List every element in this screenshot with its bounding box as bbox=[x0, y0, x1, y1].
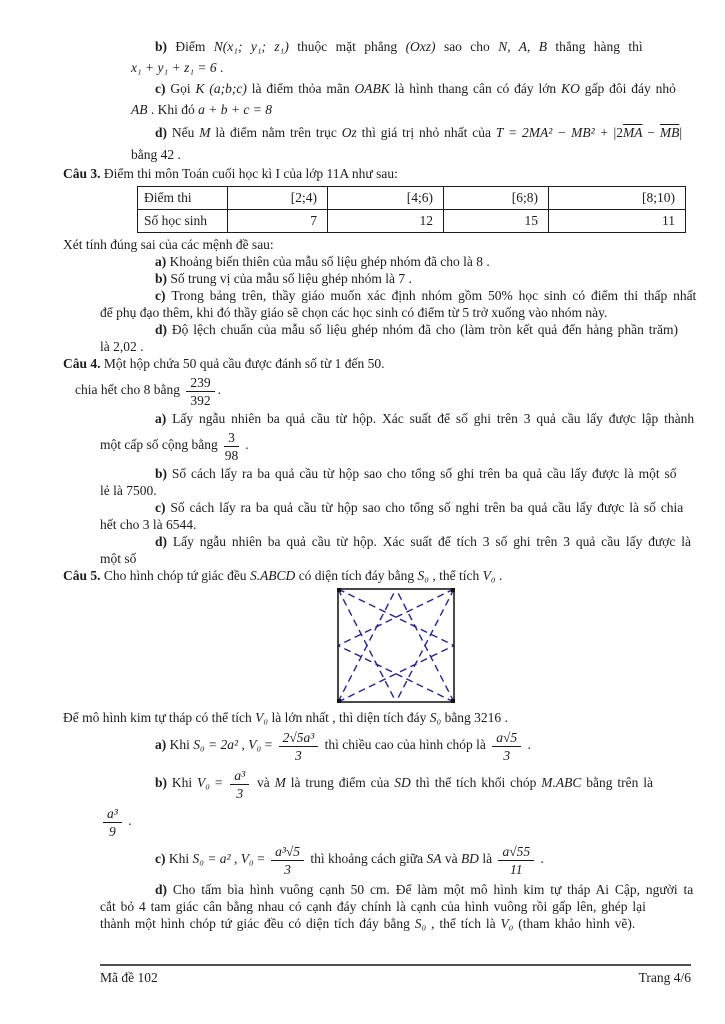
text-segment: d) bbox=[155, 882, 173, 897]
content-blocks-mid bbox=[63, 236, 697, 584]
text-segment: AB bbox=[131, 102, 148, 117]
text-segment: thì thể tích khối chóp bbox=[410, 775, 542, 791]
text-segment: Lấy ngẫu nhiên ba quả cầu từ hộp. Xác suất để tích 3 số ghi trên 3 quả cầu lấy được là bbox=[172, 534, 692, 549]
text-segment: c) bbox=[155, 500, 171, 515]
text-segment: BD bbox=[460, 851, 479, 867]
text-segment: S₀ bbox=[414, 916, 427, 931]
text-segment: c) bbox=[155, 851, 169, 867]
text-segment: là bbox=[478, 851, 496, 867]
text-segment: , bbox=[230, 851, 241, 867]
text-segment: Câu 4. bbox=[63, 356, 101, 371]
text-segment: = bbox=[253, 851, 269, 867]
text-segment: là điểm thỏa mãn bbox=[246, 81, 355, 96]
text-segment: − bbox=[642, 125, 660, 140]
text-segment: = bbox=[261, 737, 276, 753]
text-segment: thì khoảng cách giữa bbox=[307, 851, 427, 867]
table-cell-count-2: 12 bbox=[328, 210, 444, 233]
text-segment: cắt bỏ 4 tam giác cân bằng nhau có cạnh đáy chính là cạnh của hình vuông rồi gấp lên, ghép lại bbox=[100, 899, 646, 914]
q4-carryover bbox=[75, 374, 690, 408]
text-segment: V₀ bbox=[197, 775, 210, 791]
text-segment: Khoảng biến thiên của mẫu số liệu ghép nhóm đã cho là 8 . bbox=[169, 254, 490, 269]
text-segment: x₁ + y₁ + z₁ = 6 bbox=[131, 60, 217, 75]
q4-item-c-line2 bbox=[100, 516, 690, 533]
q3-item-d-line2 bbox=[100, 338, 690, 355]
text-segment: Khi bbox=[169, 737, 194, 753]
fraction: $\frac{3}{98}$ bbox=[224, 430, 239, 463]
text-segment: thuộc mặt phẳng bbox=[288, 39, 406, 54]
text-segment: Số trung vị của mẫu số liệu ghép nhóm là 7 . bbox=[170, 271, 412, 286]
text-segment: V₀ bbox=[248, 737, 262, 753]
text-segment: có diện tích đáy bằng bbox=[295, 568, 418, 583]
q4-item-d-line1 bbox=[155, 533, 690, 550]
text-segment: bằng 42 . bbox=[131, 147, 181, 162]
q5-item-d-line1 bbox=[155, 881, 694, 898]
text-segment: c) bbox=[155, 288, 172, 303]
pyramid-net-svg bbox=[337, 588, 455, 703]
text-segment: S₀ = 2a² bbox=[193, 737, 239, 753]
text-segment: (tham khảo hình vẽ). bbox=[513, 916, 636, 931]
text-segment: M bbox=[199, 125, 211, 140]
text-segment: là 2,02 . bbox=[100, 339, 144, 354]
table-cell-interval-4: [8;10) bbox=[549, 187, 686, 210]
content-blocks-top bbox=[63, 38, 690, 182]
text-segment: bằng 3216 . bbox=[441, 710, 508, 725]
q4-item-a-line1 bbox=[155, 410, 695, 427]
fraction: $\frac{\text{2√5a³}}{3}$ bbox=[279, 729, 319, 763]
text-segment: . bbox=[495, 568, 503, 583]
text-segment: Một hộp chứa 50 quả cầu được đánh số từ 1 đến 50. bbox=[100, 356, 385, 371]
text-segment: V₀ bbox=[255, 710, 269, 725]
text-segment: Nếu bbox=[171, 125, 200, 140]
text-segment: . bbox=[124, 813, 132, 829]
text-segment: M bbox=[274, 775, 286, 791]
table-cell-count-3: 15 bbox=[444, 210, 549, 233]
text-segment: là điểm nằm trên trục bbox=[210, 125, 342, 140]
table-header-diem-thi: Điểm thi bbox=[138, 187, 228, 210]
text-segment: |2 bbox=[613, 125, 623, 140]
text-segment: = bbox=[209, 775, 228, 791]
text-segment: OABK bbox=[354, 81, 390, 96]
text-segment: Trong bảng trên, thầy giáo muốn xác định nhóm gồm 50% học sinh có điểm thi thấp nhất bbox=[171, 288, 697, 303]
q5-title bbox=[63, 567, 690, 584]
q4-item-c-line1 bbox=[155, 499, 690, 516]
text-segment: V₀ bbox=[240, 851, 254, 867]
text-segment: b) bbox=[155, 466, 172, 481]
pyramid-net-figure bbox=[337, 588, 455, 703]
text-segment: bằng trên là bbox=[581, 775, 653, 791]
table-cell-interval-3: [6;8) bbox=[444, 187, 549, 210]
text-segment: thì giá trị nhỏ nhất của bbox=[356, 125, 496, 140]
footer-row bbox=[100, 966, 691, 986]
table-row-scores bbox=[138, 187, 686, 210]
q2-item-c-line1 bbox=[155, 80, 690, 97]
table-cell-interval-2: [4;6) bbox=[328, 187, 444, 210]
text-segment: hết cho 3 là 6544. bbox=[100, 517, 197, 532]
fraction: $\frac{a√55}{11}$ bbox=[498, 843, 534, 877]
corner-dot-br bbox=[451, 699, 455, 703]
text-segment: Khi bbox=[171, 775, 198, 791]
text-segment: Câu 3. bbox=[63, 166, 101, 181]
text-segment: Điểm bbox=[175, 39, 214, 54]
text-segment: gấp đôi đáy nhỏ bbox=[579, 81, 676, 96]
text-segment: $\overline{MA}$ bbox=[622, 125, 643, 140]
text-segment: Xét tính đúng sai của các mệnh đề sau: bbox=[63, 237, 274, 252]
fraction: $\frac{\text{a³}}{9}$ bbox=[103, 805, 122, 839]
text-segment: b) bbox=[155, 271, 171, 286]
text-segment: S₀ bbox=[417, 568, 429, 583]
text-segment: một cấp số cộng bằng bbox=[100, 437, 222, 453]
text-segment: d) bbox=[155, 534, 173, 549]
text-segment: và bbox=[252, 775, 275, 791]
fraction: $\frac{\text{a³√5}}{3}$ bbox=[271, 843, 304, 877]
text-segment: a) bbox=[155, 737, 170, 753]
q5-item-c bbox=[155, 843, 690, 877]
fraction: $\frac{239}{392}$ bbox=[186, 374, 214, 408]
text-segment: N(x₁; y₁; z₁) bbox=[213, 39, 289, 54]
q3-item-c-line2 bbox=[100, 304, 690, 321]
text-segment: K (a;b;c) bbox=[195, 81, 247, 96]
text-segment: Lấy ngẫu nhiên ba quả cầu từ hộp. Xác suất để số ghi trên 3 quả cầu lấy được lập thành bbox=[172, 411, 695, 426]
q3-item-c-line1 bbox=[155, 287, 697, 304]
text-segment: a + b + c = 8 bbox=[198, 102, 272, 117]
text-segment: b) bbox=[155, 775, 172, 791]
q4-title bbox=[63, 355, 690, 372]
q2-item-b-line2 bbox=[131, 59, 690, 76]
text-segment: Khi bbox=[168, 851, 193, 867]
content-blocks-bottom bbox=[63, 709, 694, 932]
text-segment: . bbox=[537, 851, 544, 867]
text-segment: . bbox=[217, 382, 221, 398]
q2-item-d-line1 bbox=[155, 124, 690, 141]
q3-title bbox=[63, 165, 690, 182]
text-segment: , thể tích bbox=[428, 568, 483, 583]
text-segment: thành một hình chóp tứ giác đều có diện tích đáy bằng bbox=[100, 916, 415, 931]
text-segment: b) bbox=[155, 39, 176, 54]
q5-item-a bbox=[155, 729, 690, 763]
text-segment: T = 2MA² − MB² + bbox=[495, 125, 614, 140]
text-segment: thì chiều cao của hình chóp là bbox=[321, 737, 490, 753]
text-segment: chia hết cho 8 bằng bbox=[75, 382, 184, 398]
text-segment: , thể tích là bbox=[426, 916, 501, 931]
square-outline bbox=[338, 589, 454, 702]
text-segment: KO bbox=[561, 81, 580, 96]
text-segment: V₀ bbox=[500, 916, 514, 931]
q2-item-b-line1 bbox=[155, 38, 690, 55]
text-segment: . bbox=[524, 737, 531, 753]
text-segment: là trung điểm của bbox=[285, 775, 395, 791]
text-segment: Số cách lấy ra ba quả cầu từ hộp sao cho tổng số ghi trên ba quả cầu lấy được là một số bbox=[171, 466, 677, 481]
text-segment: Số cách lấy ra ba quả cầu từ hộp sao cho tổng số nghi trên ba quả cầu lấy được là số chia bbox=[170, 500, 684, 515]
q4-item-d-line2 bbox=[100, 550, 690, 567]
score-table bbox=[137, 186, 686, 233]
fraction: $\frac{a√5}{3}$ bbox=[492, 729, 521, 763]
text-segment: d) bbox=[155, 322, 172, 337]
text-segment: | bbox=[679, 125, 683, 140]
q2-item-d-line2 bbox=[131, 146, 690, 163]
text-segment: Gọi bbox=[170, 81, 196, 96]
table-row-counts bbox=[138, 210, 686, 233]
q4-item-b-line2 bbox=[100, 482, 690, 499]
q5-item-b-line1 bbox=[155, 767, 690, 801]
table-cell-count-1: 7 bbox=[228, 210, 328, 233]
text-segment: Điểm thi môn Toán cuối học kì I của lớp 11A như sau: bbox=[100, 166, 398, 181]
q3-item-d-line1 bbox=[155, 321, 690, 338]
text-segment: Độ lệch chuẩn của mẫu số liệu ghép nhóm đã cho (làm tròn kết quả đến hàng phần trăm) bbox=[171, 322, 678, 337]
text-segment: . bbox=[216, 60, 224, 75]
text-segment: . Khi đó bbox=[147, 102, 199, 117]
q4-item-b-line1 bbox=[155, 465, 690, 482]
text-segment: N, A, B bbox=[498, 39, 547, 54]
exam-code-label: Mã đề 102 bbox=[100, 970, 158, 985]
q3-item-b bbox=[155, 270, 690, 287]
q5-item-d-line2 bbox=[100, 898, 690, 915]
text-segment: d) bbox=[155, 125, 172, 140]
text-segment: để phụ đạo thêm, khi đó thầy giáo sẽ chọn các học sinh có điểm từ 5 trở xuống vào nhóm này. bbox=[100, 305, 608, 320]
text-segment: Để mô hình kim tự tháp có thể tích bbox=[63, 710, 256, 725]
q5-item-d-line3 bbox=[100, 915, 690, 932]
corner-dot-tl bbox=[337, 588, 341, 592]
text-segment: một số bbox=[100, 551, 137, 566]
q4-item-a-line2 bbox=[100, 429, 690, 463]
text-segment: $\overline{MB}$ bbox=[659, 125, 680, 140]
text-segment: (Oxz) bbox=[405, 39, 436, 54]
text-segment: S.ABCD bbox=[249, 568, 296, 583]
table-header-so-hoc-sinh: Số học sinh bbox=[138, 210, 228, 233]
text-segment: S₀ bbox=[429, 710, 442, 725]
text-segment: SA bbox=[426, 851, 442, 867]
text-segment: là hình thang cân có đáy lớn bbox=[389, 81, 562, 96]
text-segment: S₀ = a² bbox=[192, 851, 231, 867]
text-segment: và bbox=[441, 851, 461, 867]
text-segment: a) bbox=[155, 254, 170, 269]
text-segment: Cho tấm bìa hình vuông cạnh 50 cm. Để làm một mô hình kim tự tháp Ai Cập, người ta bbox=[172, 882, 694, 897]
text-segment: Cho hình chóp tứ giác đều bbox=[100, 568, 250, 583]
fraction: $\frac{\text{a³}}{3}$ bbox=[230, 767, 249, 801]
q5-item-b-line2 bbox=[100, 805, 690, 839]
corner-dot-tr bbox=[451, 588, 455, 592]
text-segment: c) bbox=[155, 81, 171, 96]
text-segment: SD bbox=[394, 775, 411, 791]
q5-intro bbox=[63, 709, 690, 726]
q3-intro bbox=[63, 236, 690, 253]
text-segment: Oz bbox=[341, 125, 357, 140]
table-cell-interval-1: [2;4) bbox=[228, 187, 328, 210]
text-segment: , bbox=[238, 737, 249, 753]
text-segment: thẳng hàng thì bbox=[546, 39, 643, 54]
text-segment: lẻ là 7500. bbox=[100, 483, 157, 498]
page-footer bbox=[100, 964, 691, 986]
text-segment: Câu 5. bbox=[63, 568, 101, 583]
q3-item-a bbox=[155, 253, 690, 270]
corner-dot-bl bbox=[337, 699, 341, 703]
q2-item-c-line2 bbox=[131, 101, 690, 118]
table-cell-count-4: 11 bbox=[549, 210, 686, 233]
text-segment: a) bbox=[155, 411, 173, 426]
text-segment: M.ABC bbox=[541, 775, 582, 791]
text-segment: V₀ bbox=[482, 568, 496, 583]
text-segment: . bbox=[241, 437, 249, 453]
page-number-label: Trang 4/6 bbox=[638, 970, 691, 985]
text-segment: là lớn nhất , thì diện tích đáy bbox=[268, 710, 430, 725]
text-segment: sao cho bbox=[435, 39, 499, 54]
